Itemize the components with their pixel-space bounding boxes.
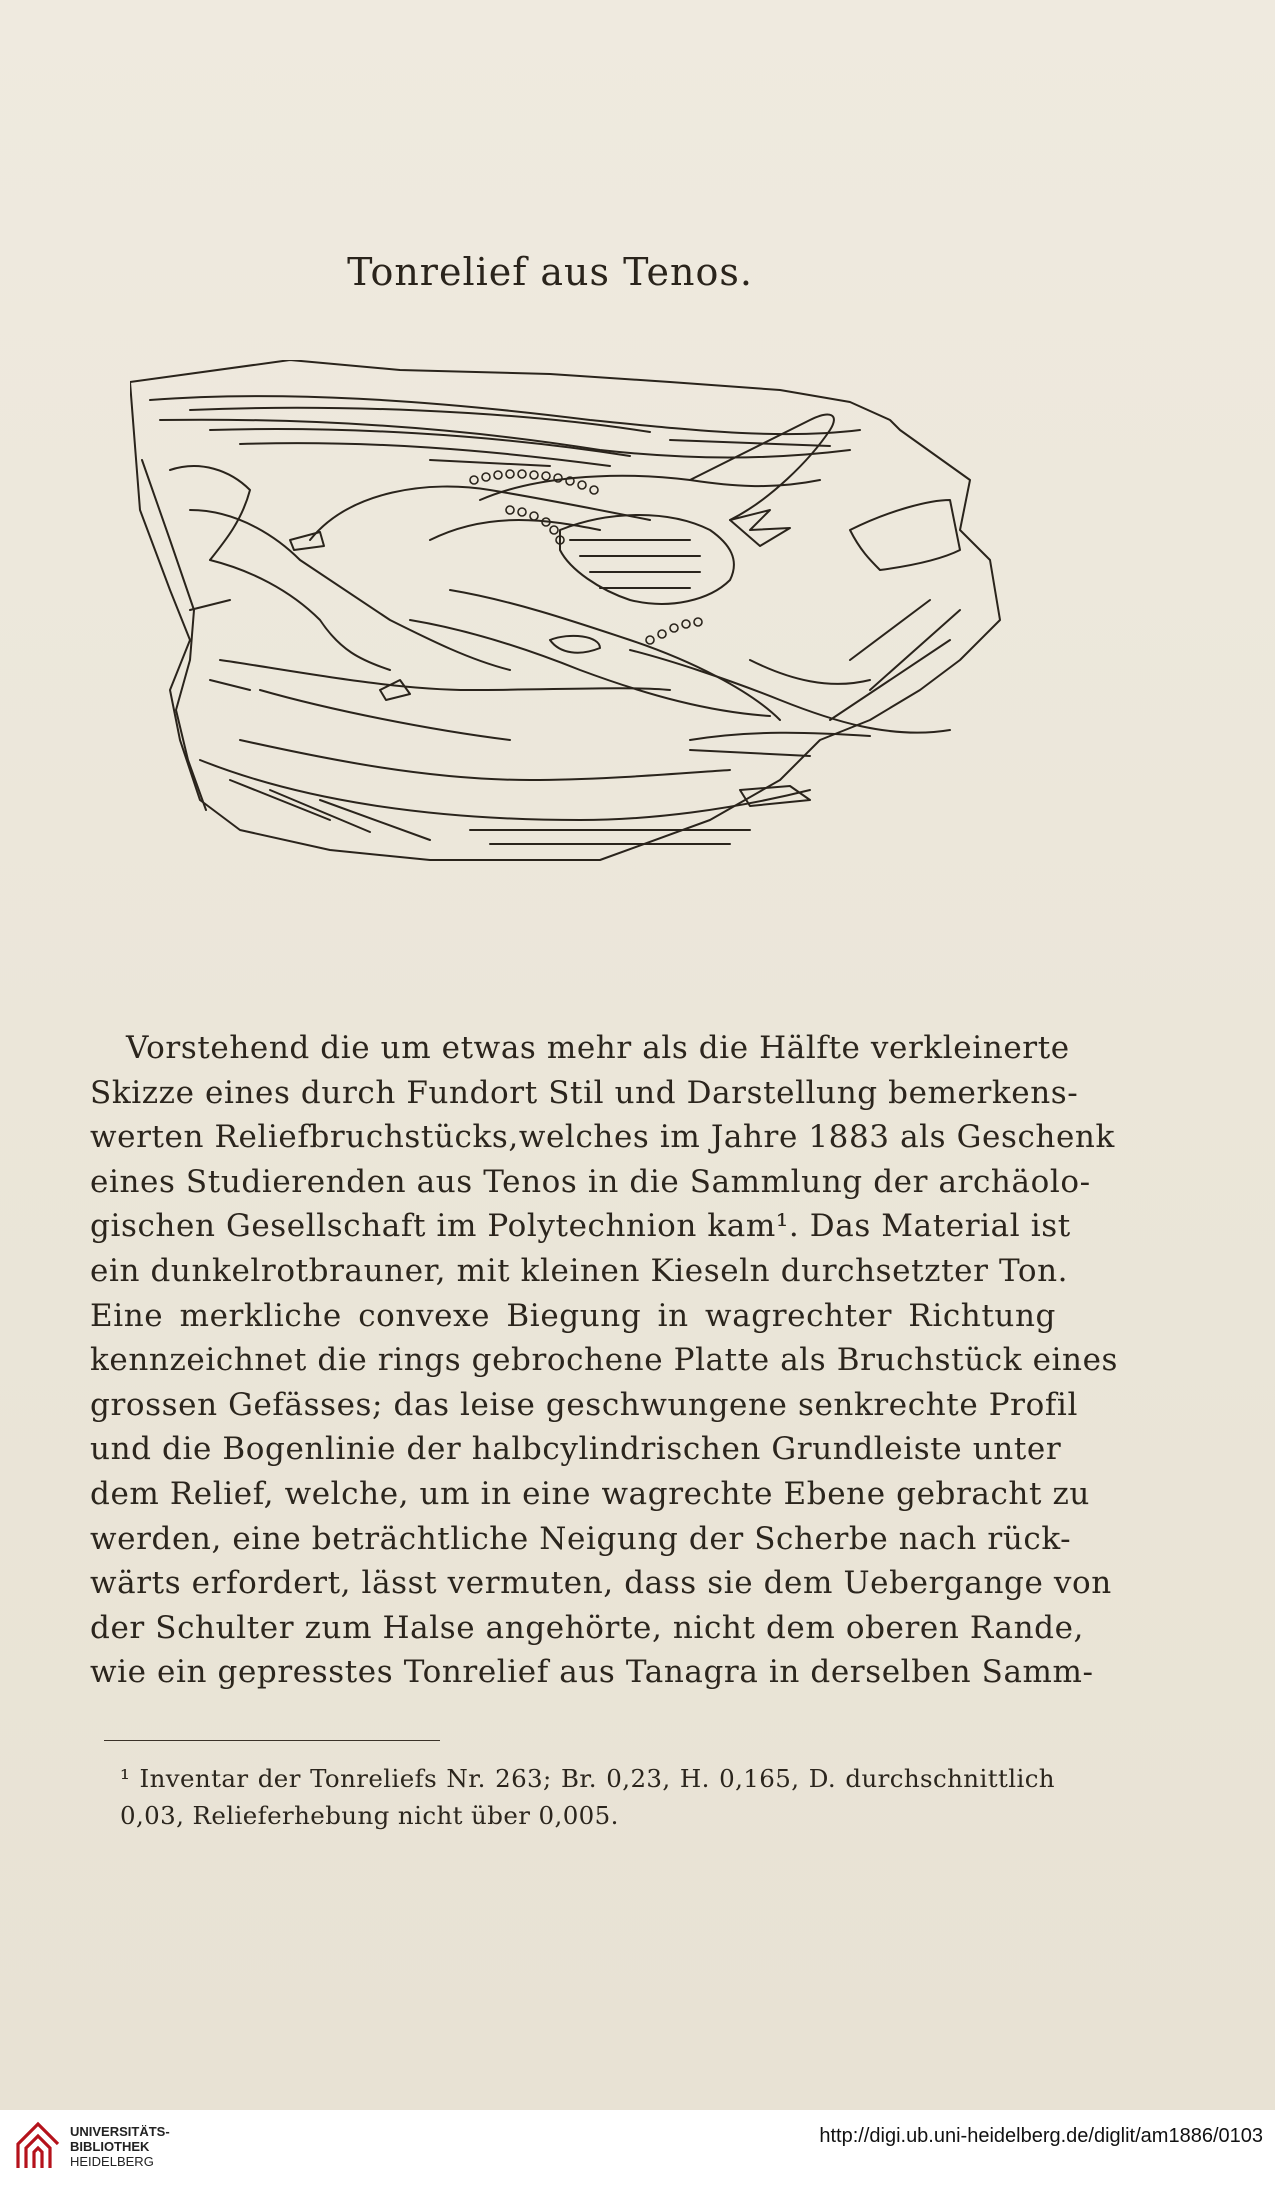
relief-sketch-illustration <box>130 360 1010 980</box>
text-line: Eine merkliche convexe Biegung in wagrechter Richtung <box>90 1297 1056 1334</box>
text-line: kennzeichnet die rings gebrochene Platte als Bruchstück eines <box>90 1342 1119 1379</box>
footnote-divider <box>104 1740 440 1741</box>
text-line: ein dunkelrotbrauner, mit kleinen Kieseln durchsetzter Ton. <box>90 1252 1069 1289</box>
university-library-logo-icon <box>12 2118 64 2174</box>
logo-text-line: HEIDELBERG <box>70 2154 154 2169</box>
text-line: der Schulter zum Halse angehörte, nicht dem oberen Rande, <box>90 1609 1085 1646</box>
footer-bar <box>0 2110 1275 2186</box>
text-line: werten Reliefbruchstücks,welches im Jahre 1883 als Geschenk <box>90 1119 1115 1156</box>
text-line: eines Studierenden aus Tenos in die Sammlung der archäolo- <box>90 1163 1091 1200</box>
footnote <box>120 1760 1055 1834</box>
footnote-line: ¹ Inventar der Tonreliefs Nr. 263; Br. 0,23, H. 0,165, D. durchschnittlich <box>120 1764 1055 1793</box>
text-line: Skizze eines durch Fundort Stil und Darstellung bemerkens- <box>90 1074 1079 1111</box>
text-line: dem Relief, welche, um in eine wagrechte Ebene gebracht zu <box>90 1475 1090 1512</box>
text-line: werden, eine beträchtliche Neigung der Scherbe nach rück- <box>90 1520 1072 1557</box>
page-title: Tonrelief aus Tenos. <box>347 250 753 294</box>
text-line: wärts erfordert, lässt vermuten, dass sie dem Uebergange von <box>90 1565 1112 1602</box>
text-line: gischen Gesellschaft im Polytechnion kam¹. Das Material ist <box>90 1208 1071 1245</box>
logo-text-line: UNIVERSITÄTS- <box>70 2124 170 2139</box>
body-paragraph <box>90 1026 1119 1695</box>
text-line: wie ein gepresstes Tonrelief aus Tanagra in derselben Samm- <box>90 1654 1094 1691</box>
text-line: und die Bogenlinie der halbcylindrischen Grundleiste unter <box>90 1431 1062 1468</box>
footnote-line: 0,03, Relieferhebung nicht über 0,005. <box>120 1801 619 1830</box>
text-line: grossen Gefässes; das leise geschwungene senkrechte Profil <box>90 1386 1078 1423</box>
source-url-link[interactable]: http://digi.ub.uni-heidelberg.de/diglit/am1886/0103 <box>819 2125 1263 2147</box>
text-line: Vorstehend die um etwas mehr als die Hälfte verkleinerte <box>126 1030 1070 1066</box>
logo-text-line: BIBLIOTHEK <box>70 2139 150 2154</box>
library-logo-text <box>70 2124 170 2169</box>
